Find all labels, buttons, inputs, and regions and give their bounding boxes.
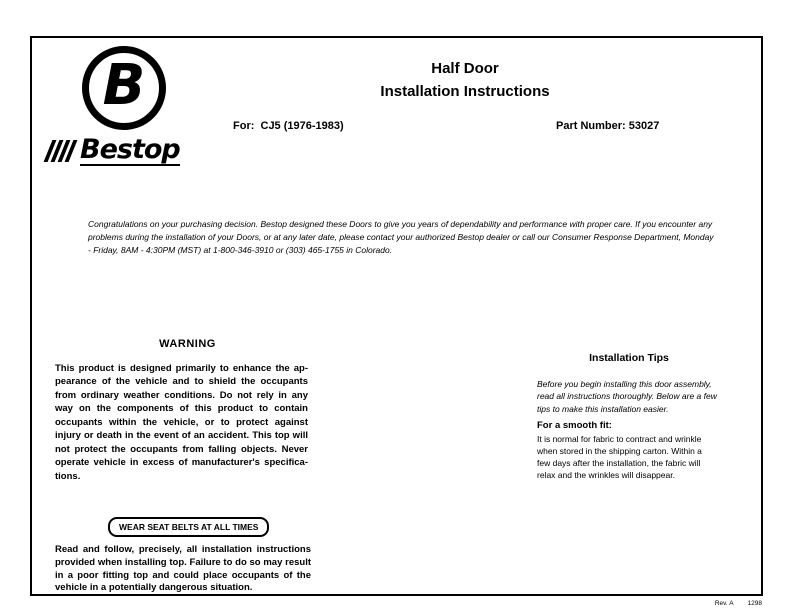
bestop-wordmark-text: Bestop xyxy=(80,134,180,165)
smooth-fit-paragraph: It is normal for fabric to contract and wrinkle when stored in the shipping carton. Within a few days after the installation, the fabric will relax and the wrinkles will disappear. xyxy=(537,434,702,481)
warning-body-paragraph: This product is designed primarily to enhance the ap-pearance of the vehicle and to shield the occupants from ordinary weather conditions. Do not rely in any way on the components of this product to contain occupants within the vehicle, or to protect against injury or death in the event of an accident. This top will not protect the occupants from falling objects. Never operate vehicle in excess of manufacturer's specifica-tions. xyxy=(55,363,308,482)
vehicle-model-label: For: CJ5 (1976-1983) xyxy=(233,120,344,132)
bestop-wordmark-slashes-icon xyxy=(48,139,76,163)
bestop-logo-icon xyxy=(82,46,166,130)
revision-label: Rev. A xyxy=(714,600,734,607)
smooth-fit-heading: For a smooth fit: xyxy=(537,420,612,431)
revision-line xyxy=(670,600,762,607)
follow-instructions-paragraph: Read and follow, precisely, all installation instructions provided when installing top. Failure to do so may result in a poor fitting top and could place occupants of the vehicle in a potentially dangerous situation. xyxy=(55,544,311,594)
installation-tips-intro: Before you begin installing this door assembly, read all instructions thoroughly. Below are a few tips to make this installation easier. xyxy=(537,379,717,414)
warning-heading: WARNING xyxy=(159,338,216,350)
title-line-1: Half Door xyxy=(431,60,499,77)
document-title xyxy=(260,57,670,104)
bestop-wordmark xyxy=(48,134,180,165)
bestop-logo-letter: B xyxy=(102,53,146,118)
revision-code: 1298 xyxy=(747,600,762,607)
seatbelt-notice-badge: WEAR SEAT BELTS AT ALL TIMES xyxy=(108,517,269,537)
title-line-2: Installation Instructions xyxy=(380,83,550,101)
installation-tips-heading: Installation Tips xyxy=(589,352,669,364)
part-number-label: Part Number: 53027 xyxy=(556,120,660,132)
congratulations-paragraph: Congratulations on your purchasing decision. Bestop designed these Doors to give you years of dependability and performance with proper care. If you encounter any problems during the installation of your Doors, or at any later date, please contact your authorized Bestop dealer or call our Consumer Response Department, Monday - Friday, 8AM - 4:30PM (MST) at 1-800-346-3910 or (303) 465-1755 in Colorado. xyxy=(88,219,714,255)
